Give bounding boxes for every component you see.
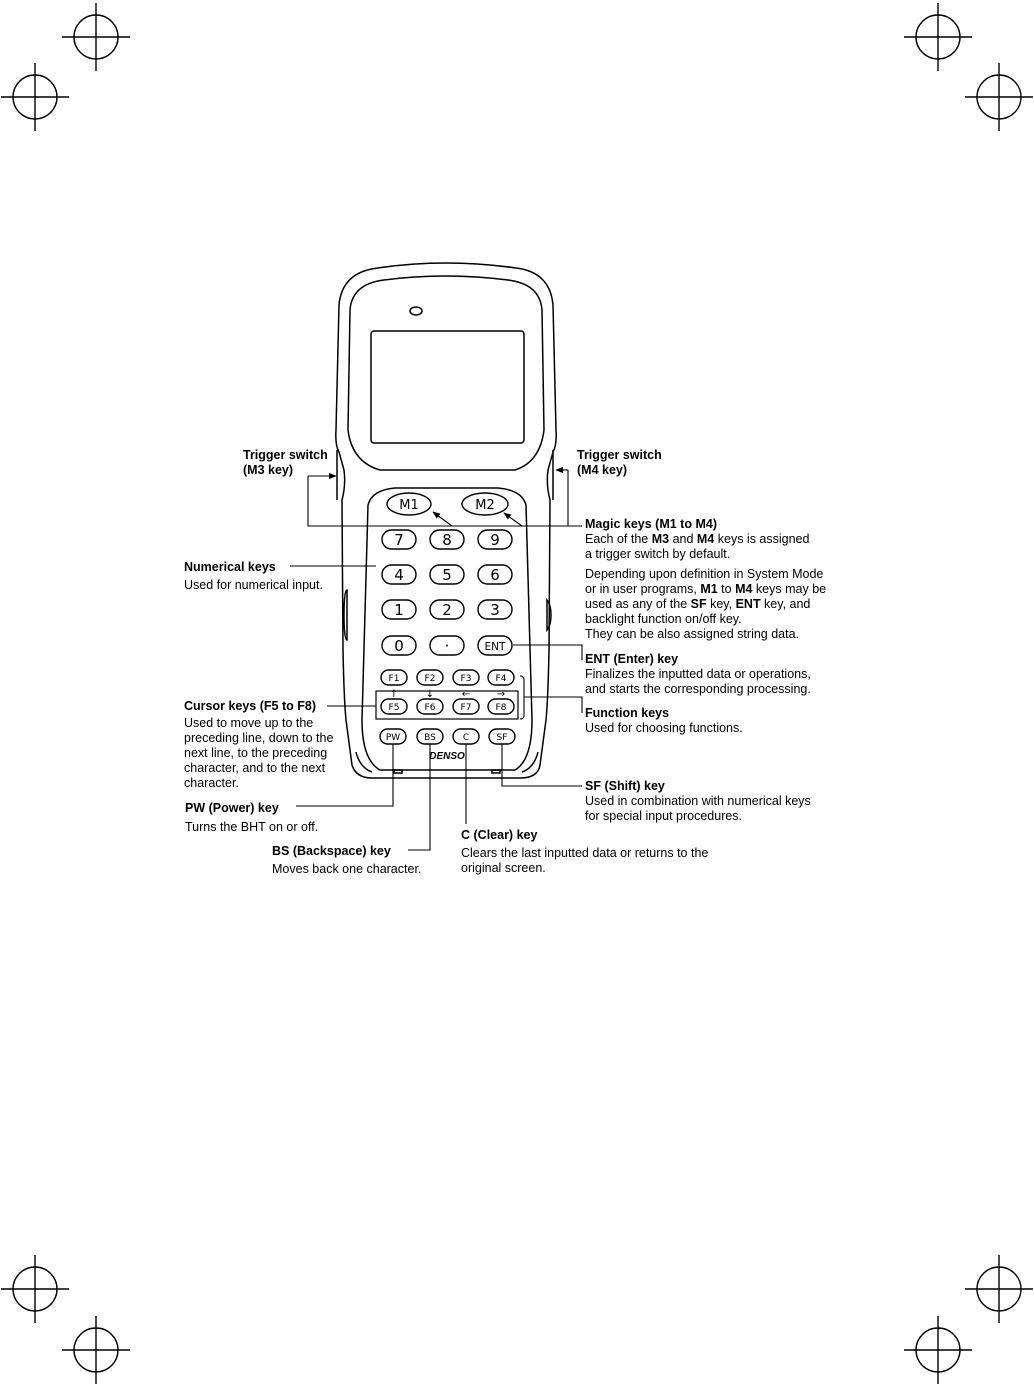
f7-key-label: F7 — [460, 703, 472, 713]
label-sf-desc: Used in combination with numerical keys for special input procedures. — [585, 794, 811, 823]
registration-mark-top-right-inner — [904, 3, 972, 71]
key-7-label: 7 — [394, 531, 404, 549]
leader-trigger-m3 — [308, 476, 582, 526]
label-sf-title: SF (Shift) key — [585, 779, 665, 793]
label-bs-title: BS (Backspace) key — [272, 844, 391, 858]
label-c-desc: Clears the last inputted data or returns to the original screen. — [461, 846, 709, 875]
label-ent-key — [585, 652, 885, 697]
brand-logo: DENSO — [429, 751, 465, 762]
label-numerical-title: Numerical keys — [184, 560, 276, 574]
m2-key-label: M2 — [475, 498, 495, 513]
key-9-label: 9 — [490, 531, 500, 549]
label-bs-desc: Moves back one character. — [272, 862, 422, 876]
label-cursor-keys — [184, 699, 359, 791]
registration-mark-bottom-left-inner — [62, 1316, 130, 1384]
key-1-label: 1 — [394, 601, 404, 619]
down-arrow-icon: ↓ — [425, 689, 435, 700]
f8-key-label: F8 — [495, 703, 507, 713]
leader-bs — [408, 744, 430, 850]
up-arrow-icon: ↑ — [389, 689, 399, 700]
label-trigger-m4-line1: Trigger switch — [577, 448, 662, 462]
label-cursor-title: Cursor keys (F5 to F8) — [184, 699, 316, 713]
leader-ent — [513, 645, 582, 660]
label-trigger-m3-line1: Trigger switch — [243, 448, 328, 462]
label-function-desc: Used for choosing functions. — [585, 721, 743, 735]
key-dot-label: · — [444, 637, 450, 655]
bs-key-label: BS — [424, 733, 436, 743]
label-magic-keys — [585, 517, 885, 642]
registration-mark-top-left-outer — [1, 63, 69, 131]
f4-key-label: F4 — [495, 674, 507, 684]
pw-key-label: PW — [385, 733, 401, 743]
key-0-label: 0 — [394, 637, 404, 655]
label-trigger-m3 — [243, 448, 328, 478]
label-ent-desc: Finalizes the inputted data or operations, and starts the corresponding processing. — [585, 667, 811, 696]
label-trigger-m3-line2: (M3 key) — [243, 463, 294, 477]
registration-mark-bottom-right-outer — [965, 1255, 1033, 1323]
sf-key-label: SF — [496, 733, 508, 743]
key-3-label: 3 — [490, 601, 500, 619]
label-cursor-desc: Used to move up to the preceding line, down to the next line, to the preceding character, and to the next character. — [184, 716, 334, 790]
label-numerical-desc: Used for numerical input. — [184, 578, 323, 592]
label-magic-p2: Depending upon definition in System Mode or in user programs, M1 to M4 keys may be used as any of the SF key, ENT key, and backlight function on/off key. They can be also assigned string data. — [585, 567, 827, 641]
registration-mark-top-right-outer — [965, 63, 1033, 131]
label-c-title: C (Clear) key — [461, 828, 538, 842]
label-pw-title: PW (Power) key — [185, 801, 279, 815]
label-trigger-m4-line2: (M4 key) — [577, 463, 628, 477]
label-sf-key — [585, 779, 885, 824]
key-2-label: 2 — [442, 601, 452, 619]
label-function-title: Function keys — [585, 706, 670, 720]
f1-key-label: F1 — [388, 674, 400, 684]
ent-key-label: ENT — [484, 641, 506, 653]
left-arrow-icon: ← — [461, 689, 471, 700]
key-4-label: 4 — [394, 566, 404, 584]
key-6-label: 6 — [490, 566, 500, 584]
right-arrow-icon: → — [496, 689, 506, 700]
f2-key-label: F2 — [424, 674, 436, 684]
f6-key-label: F6 — [424, 703, 436, 713]
function-keys-bracket — [520, 676, 524, 719]
label-ent-title: ENT (Enter) key — [585, 652, 679, 666]
device-body — [336, 263, 556, 778]
registration-mark-bottom-right-inner — [904, 1316, 972, 1384]
key-5-label: 5 — [442, 566, 452, 584]
label-pw-key — [185, 801, 318, 835]
f5-key-label: F5 — [388, 703, 400, 713]
lcd-screen — [371, 331, 524, 443]
label-magic-p1-line1: Each of the M3 and M4 keys is assigned a trigger switch by default. — [585, 532, 810, 561]
leader-function — [524, 697, 582, 713]
label-function-keys — [585, 706, 743, 736]
label-c-key — [461, 828, 761, 876]
registration-mark-bottom-left-outer — [1, 1255, 69, 1323]
f3-key-label: F3 — [460, 674, 472, 684]
label-numerical-keys — [184, 560, 323, 593]
indicator-led — [410, 307, 422, 315]
key-8-label: 8 — [442, 531, 452, 549]
registration-mark-top-left-inner — [62, 3, 130, 71]
label-trigger-m4 — [577, 448, 662, 478]
c-key-label: C — [462, 733, 470, 743]
label-bs-key — [272, 844, 421, 877]
m1-key-label: M1 — [399, 498, 419, 513]
label-pw-desc: Turns the BHT on or off. — [185, 820, 319, 834]
label-magic-title: Magic keys (M1 to M4) — [585, 517, 717, 531]
